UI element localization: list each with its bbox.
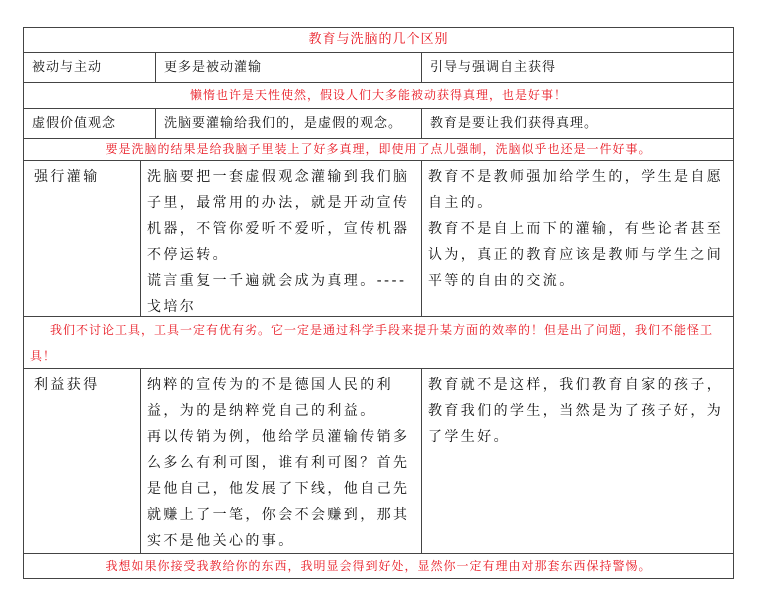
paragraph: 教育就不是这样，我们教育自家的孩子，教育我们的学生，当然是为了孩子好，为了学生好。 bbox=[428, 377, 724, 445]
paragraph: 教育不是自上而下的灌输，有些论者甚至认为，真正的教育应该是教师与学生之间平等的自由的交流。 bbox=[428, 221, 724, 289]
paragraph: 再以传销为例，他给学员灌输传销多么多么有利可图，谁有利可图？首先是他自己，他发展了下线，他自己先就赚上了一笔，你会不会赚到，那其实不是他关心的事。 bbox=[147, 429, 410, 549]
row-education bbox=[421, 368, 734, 554]
row-brainwash bbox=[140, 368, 422, 554]
paragraph: 谎言重复一千遍就会成为真理。----戈培尔 bbox=[147, 273, 407, 315]
comment: 要是洗脑的结果是给我脑子里装上了好多真理，即使用了点儿强制，洗脑似乎也还是一件好事。 bbox=[23, 138, 734, 161]
row-topic: 虚假价值观念 bbox=[23, 108, 156, 139]
row-brainwash bbox=[140, 160, 422, 317]
comment: 我们不讨论工具，工具一定有优有劣。它一定是通过科学手段来提升某方面的效率的！但是出了问题，我们不能怪工具！ bbox=[23, 316, 734, 369]
row-topic: 强行灌输 bbox=[23, 160, 141, 317]
paragraph: 洗脑要把一套虚假观念灌输到我们脑子里，最常用的办法，就是开动宣传机器，不管你爱听不爱听，宣传机器不停运转。 bbox=[147, 169, 410, 263]
row-brainwash: 更多是被动灌输 bbox=[155, 52, 422, 83]
row-topic: 利益获得 bbox=[23, 368, 141, 554]
table-title: 教育与洗脑的几个区别 bbox=[23, 27, 734, 53]
row-topic: 被动与主动 bbox=[23, 52, 156, 83]
comment: 懒惰也许是天性使然，假设人们大多能被动获得真理，也是好事！ bbox=[23, 82, 734, 109]
paragraph: 教育不是教师强加给学生的，学生是自愿自主的。 bbox=[428, 169, 724, 211]
row-education: 引导与强调自主获得 bbox=[421, 52, 734, 83]
row-brainwash: 洗脑要灌输给我们的，是虚假的观念。 bbox=[155, 108, 422, 139]
row-education: 教育是要让我们获得真理。 bbox=[421, 108, 734, 139]
comment: 我想如果你接受我教给你的东西，我明显会得到好处，显然你一定有理由对那套东西保持警惕。 bbox=[23, 553, 734, 579]
paragraph: 纳粹的宣传为的不是德国人民的利益，为的是纳粹党自己的利益。 bbox=[147, 377, 393, 419]
row-education bbox=[421, 160, 734, 317]
